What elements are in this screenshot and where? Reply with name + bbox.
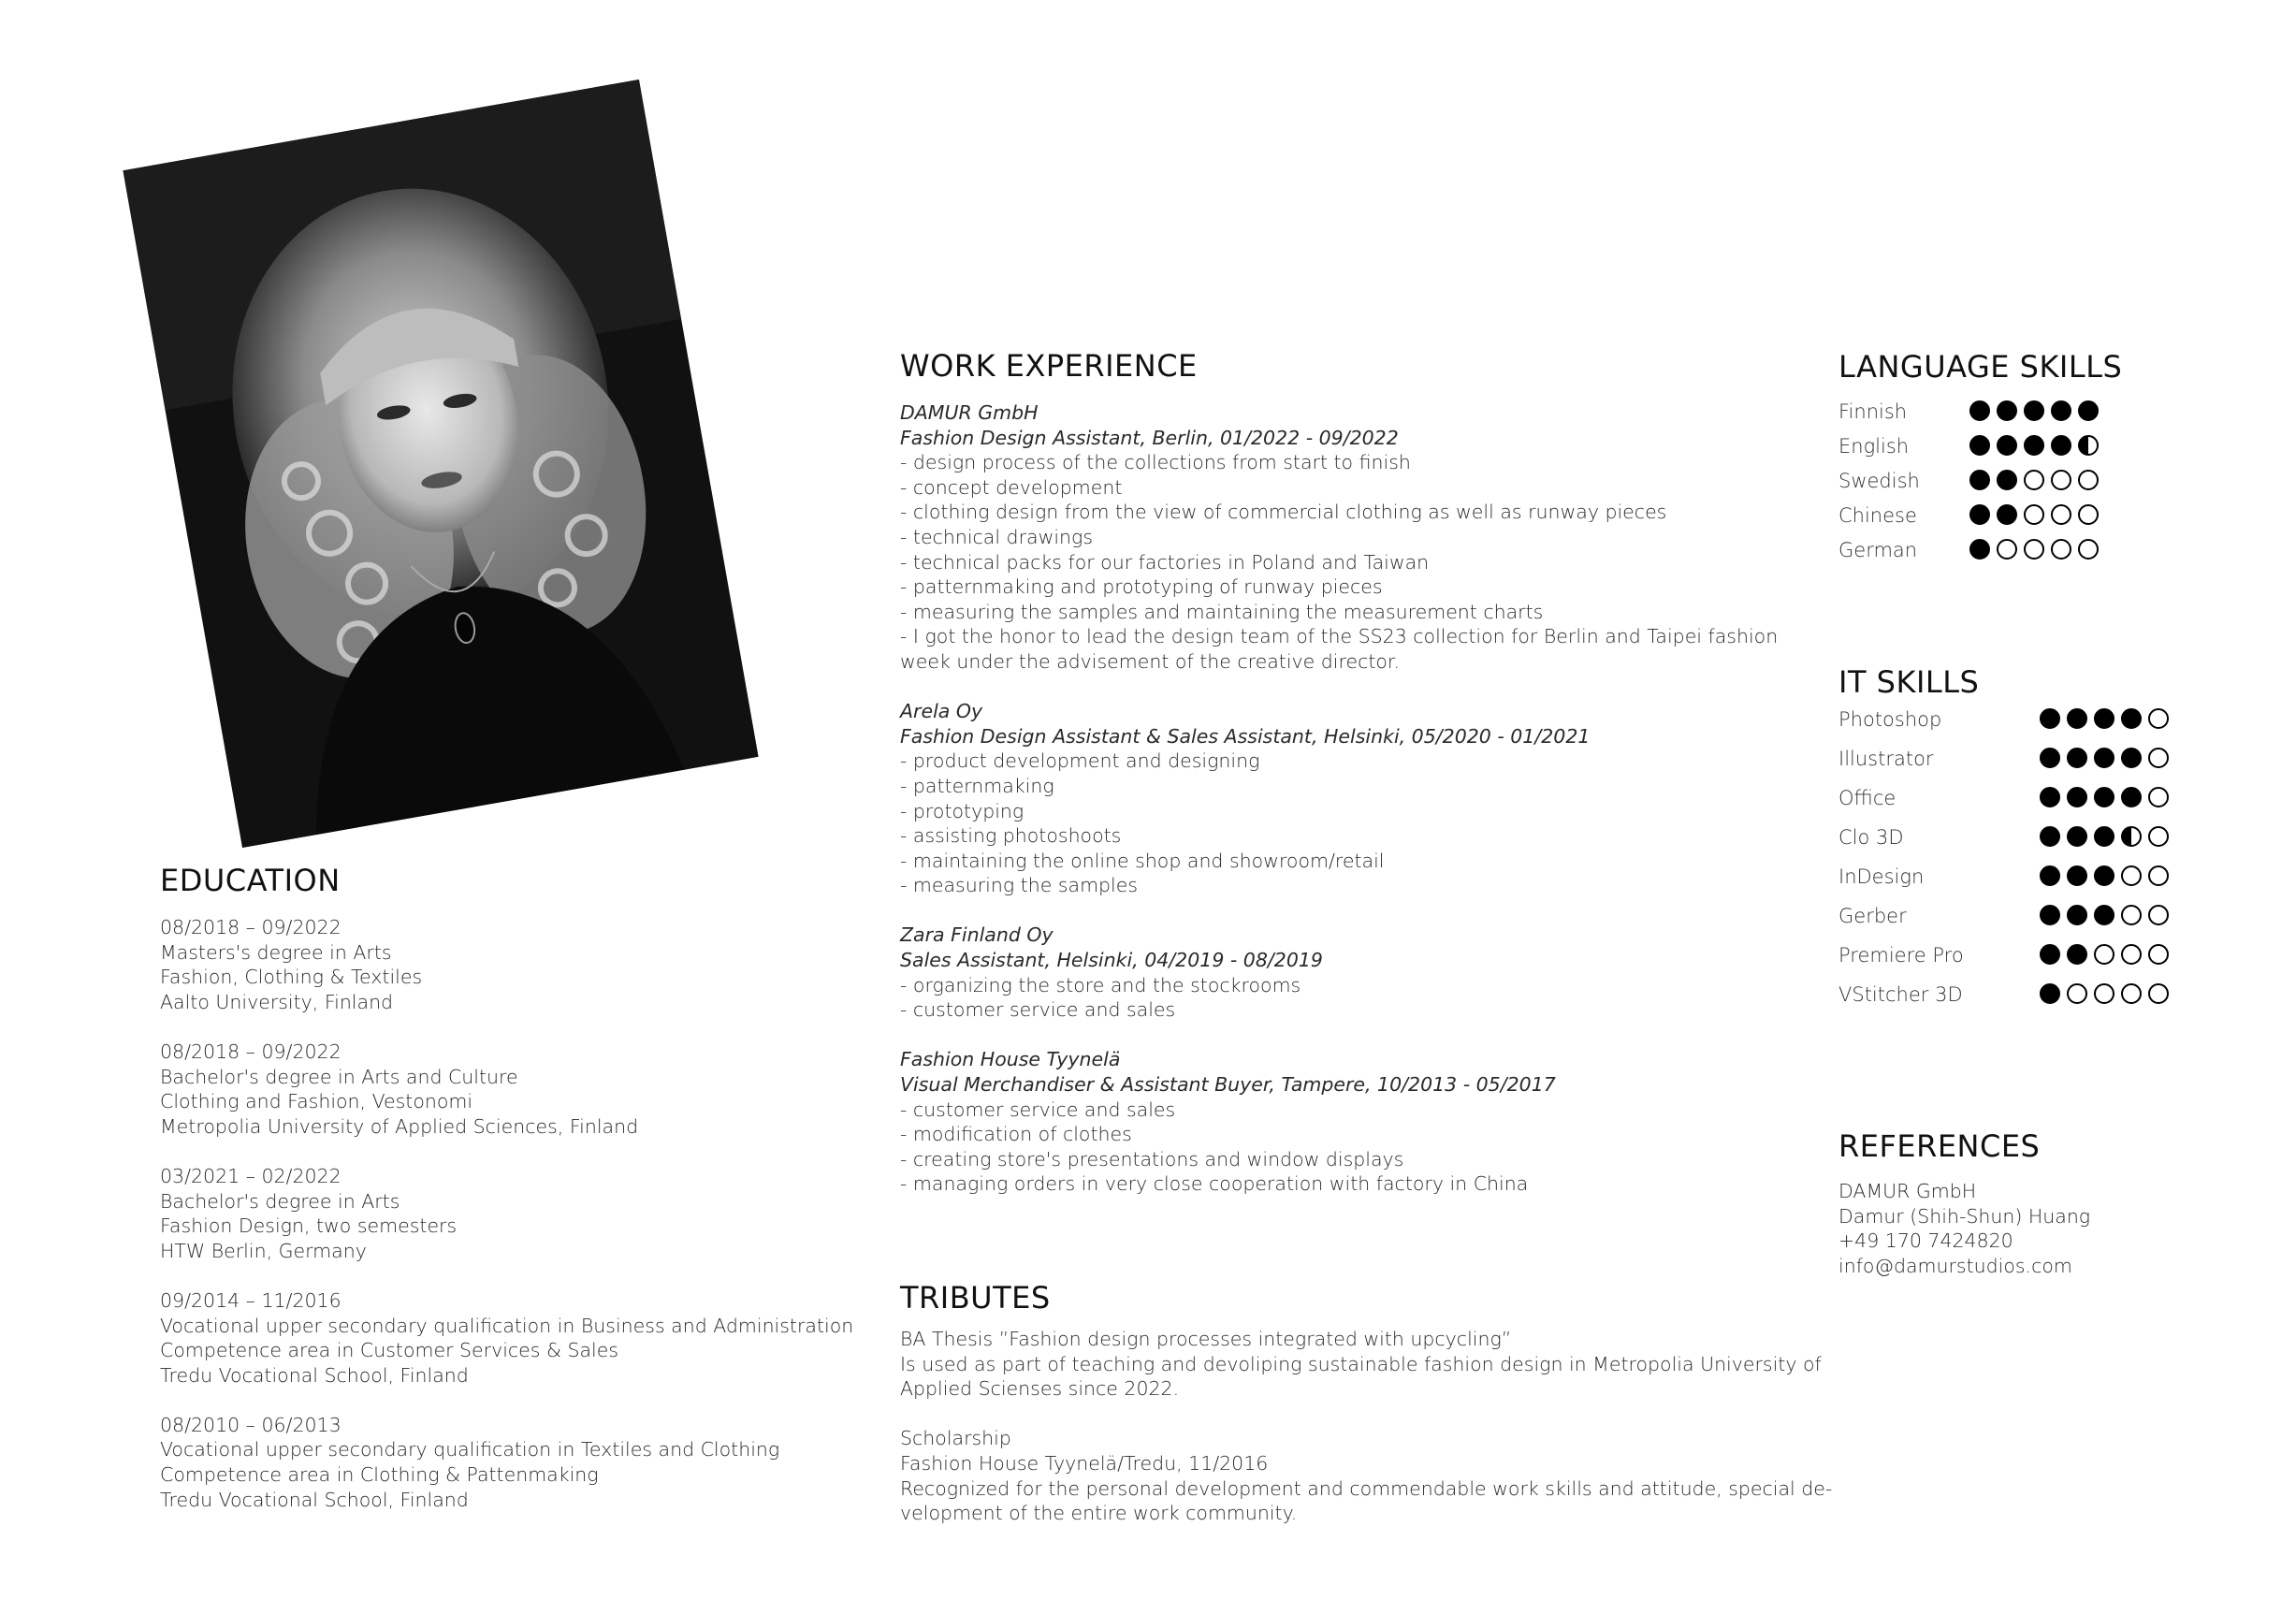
skill-dot — [2051, 539, 2071, 560]
skill-dot — [2040, 708, 2060, 729]
skill-row — [1838, 708, 2194, 733]
skill-dot — [2067, 944, 2087, 965]
skill-level-dots — [2040, 865, 2169, 886]
education-line: Vocational upper secondary qualification in Business and Administration — [160, 1314, 854, 1337]
skill-dot — [2148, 787, 2169, 807]
education-line: 09/2014 – 11/2016 — [160, 1288, 341, 1312]
job-task: - organizing the store and the stockrooms — [900, 973, 1301, 996]
skill-dot — [2067, 905, 2087, 925]
education-line: Masters's degree in Arts — [160, 940, 392, 964]
skill-dot — [2148, 826, 2169, 847]
skill-dot — [2121, 826, 2142, 847]
skill-dot — [2094, 748, 2114, 768]
skill-dot — [1969, 400, 1990, 421]
skill-row — [1838, 539, 2119, 563]
job-task: - design process of the collections from start to finish — [900, 451, 1411, 474]
skill-name: German — [1838, 539, 1918, 561]
job-task: - patternmaking — [900, 774, 1054, 797]
education-line: 08/2018 – 09/2022 — [160, 916, 341, 938]
tribute-entry — [900, 1426, 1832, 1525]
education-line: Metropolia University of Applied Sciences, Finland — [160, 1114, 639, 1138]
education-line: Fashion Design, two semesters — [160, 1214, 458, 1238]
skill-dot — [2078, 504, 2099, 525]
skill-name: Clo 3D — [1838, 826, 1904, 849]
skill-dot — [1997, 539, 2017, 560]
job-role: Fashion Design Assistant & Sales Assistant, Helsinki, 05/2020 - 01/2021 — [900, 724, 1591, 748]
job-task: - prototyping — [900, 799, 1024, 822]
job-role: Visual Merchandiser & Assistant Buyer, Tampere, 10/2013 - 05/2017 — [900, 1073, 1556, 1097]
skill-dot — [2067, 826, 2087, 847]
education-line: 03/2021 – 02/2022 — [160, 1164, 341, 1187]
skill-name: Illustrator — [1838, 748, 1934, 770]
job-company: Arela Oy — [900, 700, 983, 723]
skill-row — [1838, 905, 2194, 929]
skill-row — [1838, 504, 2119, 529]
tribute-entry — [900, 1327, 1832, 1402]
skill-dot — [2040, 826, 2060, 847]
tribute-line: Recognized for the personal development and commendable work skills and attitude, special de- — [900, 1476, 1833, 1500]
skill-dot — [2094, 905, 2114, 925]
skill-name: VStitcher 3D — [1838, 983, 1963, 1006]
job-task: week under the advisement of the creative director. — [900, 649, 1400, 673]
skill-dot — [2051, 400, 2071, 421]
skill-dot — [2078, 435, 2099, 456]
skill-level-dots — [1969, 539, 2099, 560]
skill-dot — [2148, 748, 2169, 768]
skill-row — [1838, 826, 2194, 851]
skill-dot — [2148, 865, 2169, 886]
skill-dot — [2051, 470, 2071, 490]
skill-dot — [2094, 944, 2114, 965]
education-line: 08/2018 – 09/2022 — [160, 1040, 341, 1063]
skill-level-dots — [2040, 983, 2169, 1004]
education-line: Fashion, Clothing & Textiles — [160, 966, 423, 989]
skill-name: Photoshop — [1838, 708, 1942, 731]
skill-level-dots — [2040, 708, 2169, 729]
skill-dot — [2067, 748, 2087, 768]
skill-dot — [2040, 944, 2060, 965]
skill-level-dots — [2040, 787, 2169, 807]
skill-dot — [1969, 470, 1990, 490]
skill-row — [1838, 400, 2119, 425]
education-line: Competence area in Customer Services & Sales — [160, 1339, 619, 1362]
skill-level-dots — [2040, 826, 2169, 847]
job-task: - clothing design from the view of commercial clothing as well as runway pieces — [900, 501, 1667, 524]
skill-row — [1838, 435, 2119, 459]
skill-level-dots — [1969, 400, 2099, 421]
skill-dot — [2040, 787, 2060, 807]
skill-dot — [2051, 435, 2071, 456]
job-task: - modification of clothes — [900, 1123, 1132, 1146]
education-line: Bachelor's degree in Arts and Culture — [160, 1065, 518, 1088]
skill-level-dots — [1969, 435, 2099, 456]
reference-line: DAMUR GmbH — [1838, 1180, 1977, 1202]
skill-dot — [2094, 865, 2114, 886]
skill-dot — [2024, 504, 2044, 525]
skill-dot — [2094, 826, 2114, 847]
skill-row — [1838, 787, 2194, 811]
skill-name: Finnish — [1838, 400, 1908, 423]
skill-name: Gerber — [1838, 905, 1907, 927]
tribute-line: Applied Scienses since 2022. — [900, 1377, 1180, 1401]
skill-dot — [1969, 504, 1990, 525]
education-line: 08/2010 – 06/2013 — [160, 1413, 341, 1436]
job-entry — [900, 699, 1778, 898]
skill-level-dots — [2040, 905, 2169, 925]
skill-row — [1838, 944, 2194, 968]
job-company: Zara Finland Oy — [900, 923, 1054, 947]
language-skills-heading: LANGUAGE SKILLS — [1838, 349, 2123, 385]
job-task: - patternmaking and prototyping of runway pieces — [900, 575, 1383, 599]
skill-dot — [2024, 539, 2044, 560]
language-skills-list — [1838, 400, 2119, 569]
job-task: - measuring the samples — [900, 874, 1139, 897]
job-entry — [900, 400, 1778, 675]
job-role: Fashion Design Assistant, Berlin, 01/2022 - 09/2022 — [900, 426, 1399, 449]
job-task: - technical packs for our factories in Poland and Taiwan — [900, 550, 1430, 574]
skill-name: Swedish — [1838, 470, 1920, 492]
job-task: - assisting photoshoots — [900, 824, 1122, 848]
education-entry — [160, 1288, 853, 1388]
skill-dot — [1969, 435, 1990, 456]
job-task: - customer service and sales — [900, 1098, 1176, 1121]
tribute-line: Is used as part of teaching and devoliping sustainable fashion design in Metropolia University of — [900, 1352, 1822, 1375]
education-line: Tredu Vocational School, Finland — [160, 1363, 469, 1387]
reference-line: info@damurstudios.com — [1838, 1254, 2072, 1277]
job-task: - product development and designing — [900, 749, 1260, 773]
job-entry — [900, 923, 1778, 1022]
job-task: - measuring the samples and maintaining the measurement charts — [900, 600, 1544, 623]
skill-name: InDesign — [1838, 865, 1925, 888]
skill-dot — [2094, 708, 2114, 729]
skill-name: Premiere Pro — [1838, 944, 1964, 967]
tribute-line: BA Thesis ”Fashion design processes integrated with upcycling” — [900, 1328, 1512, 1350]
skill-dot — [2121, 708, 2142, 729]
skill-dot — [2067, 983, 2087, 1004]
job-task: - managing orders in very close cooperation with factory in China — [900, 1172, 1529, 1196]
education-line: Clothing and Fashion, Vestonomi — [160, 1090, 473, 1113]
education-heading: EDUCATION — [160, 863, 341, 898]
job-company: Fashion House Tyynelä — [900, 1048, 1121, 1071]
skill-dot — [2094, 983, 2114, 1004]
skill-name: Office — [1838, 787, 1896, 809]
skill-dot — [2067, 865, 2087, 886]
skill-row — [1838, 470, 2119, 494]
job-task: - technical drawings — [900, 525, 1094, 548]
job-task: - I got the honor to lead the design team of the SS23 collection for Berlin and Taipei fashion — [900, 625, 1779, 648]
skill-dot — [2121, 787, 2142, 807]
it-skills-list — [1838, 708, 2194, 1026]
references-heading: REFERENCES — [1838, 1128, 2041, 1164]
skill-level-dots — [1969, 504, 2099, 525]
tribute-line: velopment of the entire work community. — [900, 1502, 1298, 1525]
job-task: - concept development — [900, 475, 1123, 499]
portrait-image — [123, 80, 758, 848]
job-company: DAMUR GmbH — [900, 401, 1039, 424]
skill-dot — [2148, 905, 2169, 925]
skill-dot — [2040, 865, 2060, 886]
skill-dot — [1997, 470, 2017, 490]
skill-dot — [2078, 470, 2099, 490]
skill-name: Chinese — [1838, 504, 1917, 527]
skill-level-dots — [2040, 748, 2169, 768]
tributes-list — [900, 1327, 1832, 1550]
skill-dot — [2051, 504, 2071, 525]
skill-level-dots — [1969, 470, 2099, 490]
skill-dot — [2040, 748, 2060, 768]
job-task: - customer service and sales — [900, 998, 1176, 1022]
skill-dot — [1997, 435, 2017, 456]
education-entry — [160, 1413, 853, 1512]
skill-dot — [2094, 787, 2114, 807]
references-list — [1838, 1179, 2090, 1278]
education-line: Tredu Vocational School, Finland — [160, 1488, 469, 1511]
education-entry — [160, 1040, 853, 1139]
skill-dot — [2040, 983, 2060, 1004]
skill-level-dots — [2040, 944, 2169, 965]
education-line: Bachelor's degree in Arts — [160, 1189, 400, 1213]
skill-dot — [2067, 787, 2087, 807]
skill-dot — [2121, 944, 2142, 965]
job-entry — [900, 1047, 1778, 1197]
job-role: Sales Assistant, Helsinki, 04/2019 - 08/2019 — [900, 949, 1323, 972]
skill-dot — [2121, 905, 2142, 925]
skill-dot — [2148, 708, 2169, 729]
skill-dot — [1997, 504, 2017, 525]
skill-dot — [2148, 944, 2169, 965]
skill-dot — [2121, 865, 2142, 886]
job-task: - maintaining the online shop and showroom/retail — [900, 849, 1385, 872]
skill-dot — [2078, 539, 2099, 560]
reference-line: Damur (Shih-Shun) Huang — [1838, 1204, 2091, 1228]
skill-dot — [2024, 435, 2044, 456]
reference-line: +49 170 7424820 — [1838, 1229, 2013, 1253]
tributes-heading: TRIBUTES — [900, 1280, 1051, 1316]
tribute-line: Fashion House Tyynelä/Tredu, 11/2016 — [900, 1451, 1269, 1475]
education-line: Vocational upper secondary qualification in Textiles and Clothing — [160, 1438, 780, 1461]
skill-row — [1838, 865, 2194, 890]
education-line: Competence area in Clothing & Pattenmaking — [160, 1463, 599, 1487]
skill-row — [1838, 748, 2194, 772]
work-experience-list — [900, 400, 1778, 1222]
education-entry — [160, 1164, 853, 1263]
education-line: HTW Berlin, Germany — [160, 1239, 367, 1262]
job-task: - creating store's presentations and window displays — [900, 1147, 1404, 1171]
it-skills-heading: IT SKILLS — [1838, 664, 1980, 700]
skill-dot — [1997, 400, 2017, 421]
portrait-photo — [123, 80, 758, 848]
skill-dot — [1969, 539, 1990, 560]
skill-dot — [2024, 470, 2044, 490]
education-line: Aalto University, Finland — [160, 990, 394, 1013]
skill-dot — [2121, 748, 2142, 768]
tribute-line: Scholarship — [900, 1427, 1011, 1450]
skill-dot — [2040, 905, 2060, 925]
skill-dot — [2148, 983, 2169, 1004]
skill-row — [1838, 983, 2194, 1008]
work-experience-heading: WORK EXPERIENCE — [900, 348, 1198, 384]
skill-dot — [2121, 983, 2142, 1004]
skill-dot — [2078, 400, 2099, 421]
skill-dot — [2067, 708, 2087, 729]
education-list — [160, 915, 853, 1537]
education-entry — [160, 915, 853, 1014]
skill-name: English — [1838, 435, 1910, 458]
skill-dot — [2024, 400, 2044, 421]
